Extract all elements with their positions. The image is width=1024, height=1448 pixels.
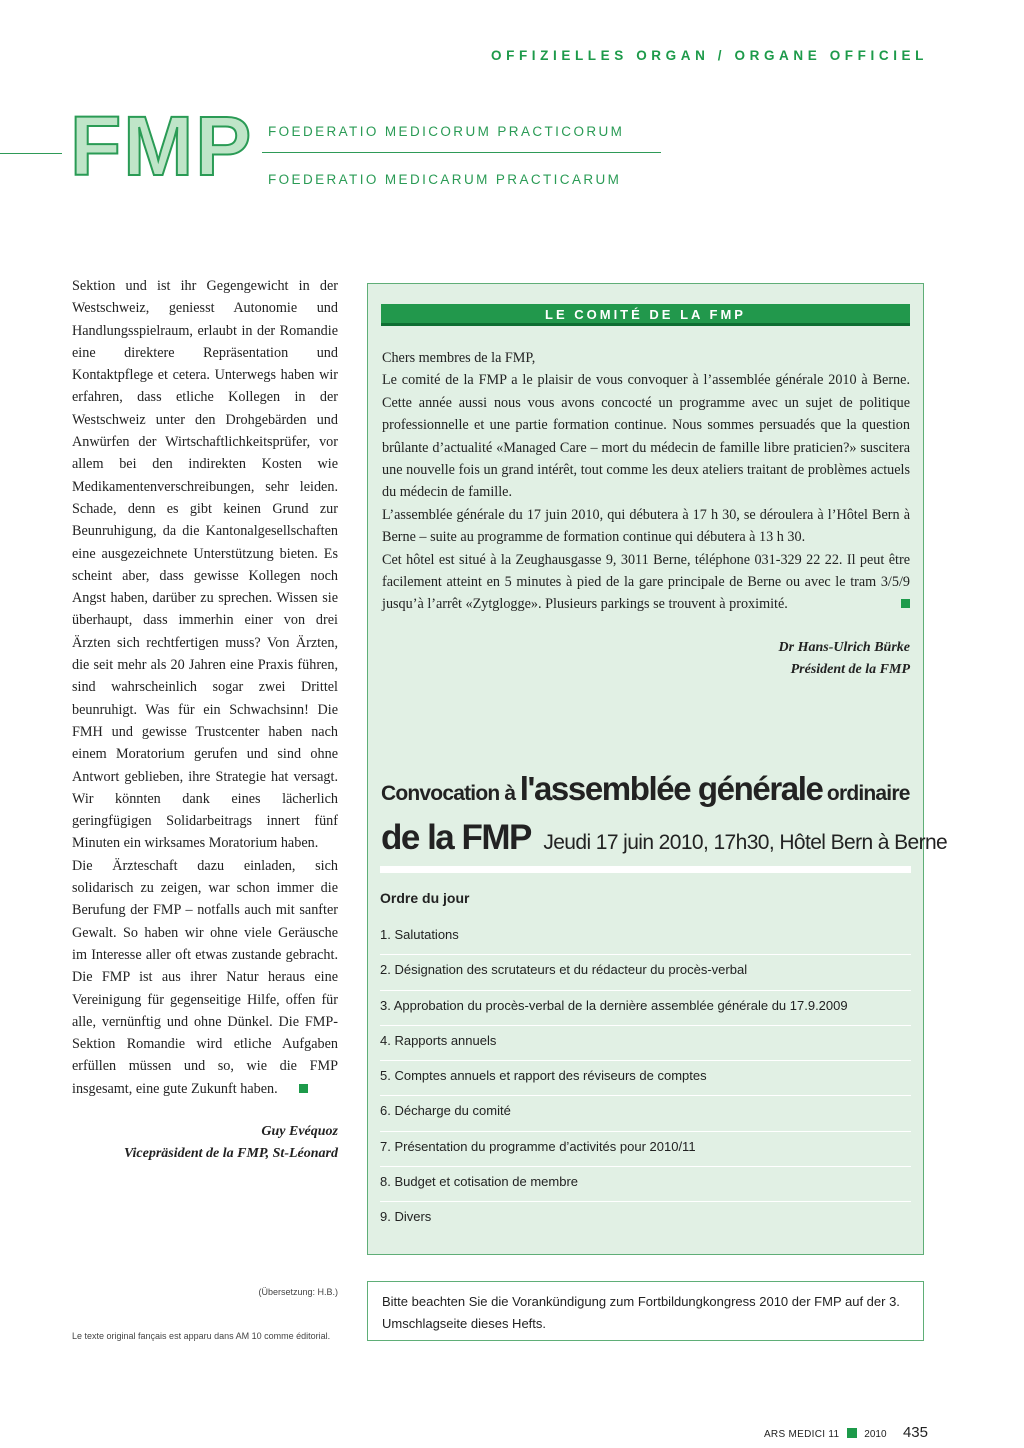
convocation-details: Jeudi 17 juin 2010, 17h30, Hôtel Bern à Berne bbox=[543, 831, 948, 854]
latin-name-line2: FOEDERATIO MEDICARUM PRACTICARUM bbox=[268, 172, 622, 187]
agenda-item: 1. Salutations bbox=[380, 920, 911, 955]
convocation-divider bbox=[380, 866, 911, 873]
agenda-list bbox=[380, 920, 911, 1238]
masthead-label: OFFIZIELLES ORGAN / ORGANE OFFICIEL bbox=[491, 48, 928, 63]
letter-signature-title: Président de la FMP bbox=[790, 661, 910, 677]
convocation-title-line2 bbox=[381, 818, 947, 858]
left-paragraph-1: Sektion und ist ihr Gegengewicht in der Westschweiz, geniesst Autonomie und Handlungsspielraum, erlaubt in der Romandie eine direktere Repräsentation und Kontaktpflege et cetera. Unterwegs haben wir erfahren, dass etliche Kollegen in der Westschweiz unter den Drohgebärden und Anwürfen der Wirtschaftlichkeitsprüfer, vor allem bei den indirekten Kosten wie Medikamentenverschreibungen, sehr leiden. Schade, denn es gibt keinen Grund zur Beunruhigung, da die Kantonalgesellschaften eine ausgezeichnete Unterstützung bieten. Es scheint aber, dass gewisse Kollegen noch Angst haben, darüber zu sprechen. Wissen sie überhaupt, dass immerhin einer von drei Ärzten sich rechtfertigen muss? Von Ärzten, die seit mehr als 20 Jahren eine Praxis führen, sind wahrscheinlich sogar zwei Drittel beunruhigt. Was für ein Schwachsinn! Die FMH und gewisse Trustcenter haben nach einem Moratorium gerufen und sind ohne Antwort geblieben, ihre Strategie hat versagt. Wir könnten dank eines lächerlich geringfügigen Solidarbeitrags innert fünf Minuten ein wirksames Moratorium haben. bbox=[72, 278, 338, 852]
convocation-part1: Convocation à bbox=[381, 782, 516, 805]
letter-paragraph-3-text: Cet hôtel est situé à la Zeughausgasse 9, 3011 Berne, téléphone 031-329 22 22. Il peut être facilement atteint en 5 minutes à pied de la gare principale de Berne ou avec le tram 3/5/9 jusqu’à l’arrêt «Zytglogge». Plusieurs parkings se trouvent à proximité. bbox=[382, 551, 910, 613]
footer-square-icon bbox=[847, 1428, 857, 1438]
logo-rule-right bbox=[262, 152, 661, 153]
agenda-item: 8. Budget et cotisation de membre bbox=[380, 1167, 911, 1202]
agenda-heading: Ordre du jour bbox=[380, 890, 470, 906]
footer-page-number: 435 bbox=[902, 1424, 928, 1441]
comite-banner: LE COMITÉ DE LA FMP bbox=[381, 304, 910, 326]
letter-paragraph-2: L’assemblée générale du 17 juin 2010, qui débutera à 17 h 30, se déroulera à l’Hôtel Bern à Berne – suite au programme de formation continue qui débutera à 13 h 30. bbox=[382, 506, 910, 546]
agenda-item: 6. Décharge du comité bbox=[380, 1096, 911, 1131]
notice-box bbox=[367, 1281, 924, 1341]
agenda-item: 9. Divers bbox=[380, 1209, 432, 1225]
left-article bbox=[72, 275, 338, 1165]
left-paragraph-2 bbox=[72, 855, 338, 1100]
end-mark-icon bbox=[901, 599, 910, 608]
original-note: Le texte original fançais est apparu dans AM 10 comme éditorial. bbox=[72, 1331, 331, 1341]
page-footer bbox=[760, 1424, 928, 1442]
footer-journal: ARS MEDICI 11 bbox=[763, 1429, 840, 1440]
letter-greeting: Chers membres de la FMP, bbox=[382, 350, 536, 366]
footer-year: 2010 bbox=[864, 1429, 887, 1440]
comite-letter bbox=[382, 347, 910, 681]
latin-name-line1: FOEDERATIO MEDICORUM PRACTICORUM bbox=[268, 124, 625, 139]
agenda-item: 7. Présentation du programme d’activités pour 2010/11 bbox=[380, 1132, 911, 1167]
translation-note: (Übersetzung: H.B.) bbox=[258, 1287, 338, 1297]
fmp-logo: FMP bbox=[70, 99, 254, 193]
convocation-part4: de la FMP bbox=[381, 818, 531, 857]
convocation-title-line1 bbox=[381, 770, 910, 808]
letter-paragraph-3 bbox=[382, 549, 910, 616]
left-paragraph-2-text: Die Ärzteschaft dazu einladen, sich solidarisch zu zeigen, war schon immer die Berufung der FMP – notfalls auch mit sanfter Gewalt. So haben wir ohne viele Geräusche im Interesse aller oft etwas zustande gebracht. Die FMP ist aus ihrer Natur heraus eine Vereinigung für gegenseitige Hilfe, offen für alle, vernünftig und ohne Dünkel. Die FMP-Sektion Romandie wird etliche Aufgaben erfüllen müssen und so, wie die FMP insgesamt, eine gute Zukunft haben. bbox=[72, 857, 338, 1097]
agenda-item: 3. Approbation du procès-verbal de la dernière assemblée générale du 17.9.2009 bbox=[380, 991, 911, 1026]
left-signature-name: Guy Evéquoz bbox=[261, 1123, 338, 1139]
logo-rule-left bbox=[0, 153, 62, 154]
notice-text: Bitte beachten Sie die Vorankündigung zum Fortbildungkongress 2010 der FMP auf der 3. Umschlagseite dieses Hefts. bbox=[382, 1294, 900, 1331]
convocation-part2: l'assemblée générale bbox=[519, 770, 823, 807]
agenda-item: 2. Désignation des scrutateurs et du rédacteur du procès-verbal bbox=[380, 955, 911, 990]
end-mark-icon bbox=[299, 1084, 308, 1093]
convocation-part3: ordinaire bbox=[826, 782, 910, 805]
letter-paragraph-1: Le comité de la FMP a le plaisir de vous convoquer à l’assemblée générale 2010 à Berne. Cette année aussi nous vous avons concocté un programme avec un sujet de politique professionnelle et une partie formation continue. Nous sommes persuadés que la question brûlante d’actualité «Managed Care – mort du médecin de famille libre praticien?» suscitera une nouvelle fois un grand intérêt, tout comme les deux ateliers traitant de problèmes actuels du médecin de famille. bbox=[382, 372, 910, 501]
left-signature-title: Vicepräsident de la FMP, St-Léonard bbox=[123, 1145, 338, 1161]
letter-signature-name: Dr Hans-Ulrich Bürke bbox=[778, 639, 910, 655]
agenda-item: 4. Rapports annuels bbox=[380, 1026, 911, 1061]
agenda-item: 5. Comptes annuels et rapport des réviseurs de comptes bbox=[380, 1061, 911, 1096]
